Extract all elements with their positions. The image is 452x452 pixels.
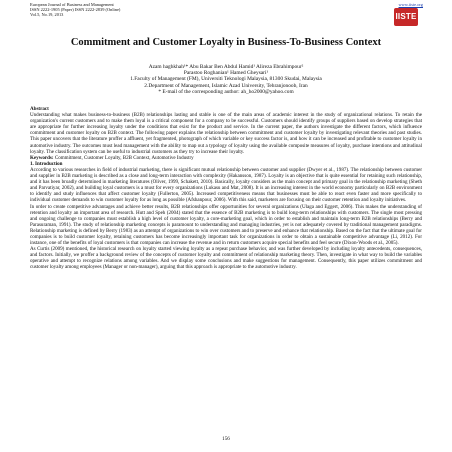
iiste-logo: IISTE (394, 8, 418, 26)
intro-paragraph-2: In order to create competitive advantages and achieve better results, B2B relationships offer opportunities for several organizations (Ulaga and Eggert, 2006). This makes the understanding of retention and loyalty an important area of research. Hutt and Speh (2004) stated that the essence of B2B marketing is to build long-term relationships with customers. The single most pressing and ongoing challenge to companies must establish a high level of customer loyalty, a core-marketing goal, which in order to establish and maintain long-term B2B relationships (Berry and Parasuraman, 1991). The study of relationship marketing concepts is paramount to understanding and managing industries, yet is not adequately covered by traditional management paradigms. Relationship marketing is defined by Berry (1983) as an attempt of organizations to win over customers and to preserve and enhance that relationship. Based on the fact that the ultimate goal for companies is to build customer loyalty, retaining customers has become increasingly important task for organizations in order to obtain a sustainable competitive advantage (Li, 2012). For instance, one of the benefits of loyal customers is that companies can increase the revenue and in return customers acquire special benefits and feel secure (Dixon-Woods et al., 2005). (30, 203, 422, 247)
site-link[interactable]: www.iiste.org (398, 2, 423, 7)
journal-header (30, 2, 120, 17)
page-number: 156 (222, 436, 230, 442)
intro-paragraph-3: As Curtis (2009) mentioned, the historical research on loyalty started viewing loyalty as a repeat purchase behavior, and was further developed by including loyalty antecedents, consequences, and factors. Initially, we proffer a background review of the concepts of customer loyalty and commitment of relationship marketing theory. Then, investigate in what way to build the variables operative and attempt to recognize relations among variables. And we display some conclusions and make suggestions for management. Consequently, this paper utilizes commitment and customer loyalty among employees (Manager or non-manager), arguing that this approach is appropriate to the automotive industry. (30, 246, 422, 271)
journal-name: European Journal of Business and Management (30, 2, 114, 7)
intro-heading: 1. Introduction (30, 160, 63, 167)
author-block (30, 64, 422, 95)
keywords-label: Keywords: (30, 154, 54, 161)
author-names-2: Parastoo Roghanian¹ Hamed Gheysari¹ (183, 70, 269, 77)
affiliation-2: 2.Department of Management, Islamic Azad University, Tehranjonoob, Iran (144, 82, 308, 89)
intro-paragraph-1: According to various researches in field of industrial marketing, there is significant mutual relationship between customer and supplier (Dwyer et al., 1987). The relationship between customer and supplier in B2B marketing is described as a close and long-term interaction with complexity (Hakansson, 1987). Loyalty is an objective that is quite essential for retaining such relationship, and it has been broadly determined in marketing literatures (Oliver, 1999, Schakett, 2010). Basically, loyalty considers as the main concept and primary goal in the relationship marketing (Sheth and Parvatiyar, 2002), and building loyal customers is a must for every organizations (Lukasu and Mat, 2008). It is an increasing interest in the world economy particularly on B2B environment to identify and study influences that affect customer loyalty (Fullerton, 2005). Increased competitiveness means that businesses must be able to react even faster and more specifically to individual customer demands to win customer loyalty for as long as possible (Afshanpour, 2006). With this said, marketers are focusing on their customer retention and loyalty initiatives. (30, 166, 422, 204)
journal-site (398, 2, 423, 7)
keywords-text: Commitment, Customer Loyalty, B2B Context, Automotive Industry (53, 154, 194, 161)
abstract-text: Understanding what makes business-to-business (B2B) relationships lasting and stable is one of the main areas of academic interest in the study of organizational relations. To retain the organization's current customers and to make them loyal is a critical component for a company to be successful. Customers should identify groups of suppliers based on develop strategies that are appropriate for further increasing loyalty under the conditions that exist for the product and service. In the current paper, the authors investigate the different factors, which influence commitment and customer loyalty on B2B context. The following paper explains the relationship between commitment and customer loyalty by investigating relevant theories and past studies. This paper uncovers that the literature proffer a affluent, yet fragmented, photograph of which variable or key success factor is, and how it can be increased and profitable to customer loyalty in automotive industry. The outcomes must lead management with the ability to map out a typology of loyalty using the available composite measures of loyalty, purchase intentions and attitudinal loyalty. The classification system can be useful to industrial customers as they try to increase their loyalty. (30, 112, 422, 155)
affiliation-1: 1.Faculty of Management (FM), Universiti Teknologi Malaysia, 81300 Skudai, Malaysia (130, 76, 322, 83)
volume: Vol.5, No.19, 2013 (30, 12, 64, 17)
abstract-heading: Abstract (30, 106, 49, 112)
issn: ISSN 2222-1905 (Paper) ISSN 2222-2839 (Online) (30, 7, 121, 12)
paper-title: Commitment and Customer Loyalty in Business-To-Business Context (70, 37, 382, 48)
author-names: Azam haghkhah¹* Abu Bakar Ben Abdul Hamid¹ Alireza Ebrahimpour² (148, 64, 304, 70)
paper-body (30, 106, 422, 271)
corresponding-email: * E-mail of the corresponding author: ah_ho2000@yahoo.com (158, 88, 294, 95)
